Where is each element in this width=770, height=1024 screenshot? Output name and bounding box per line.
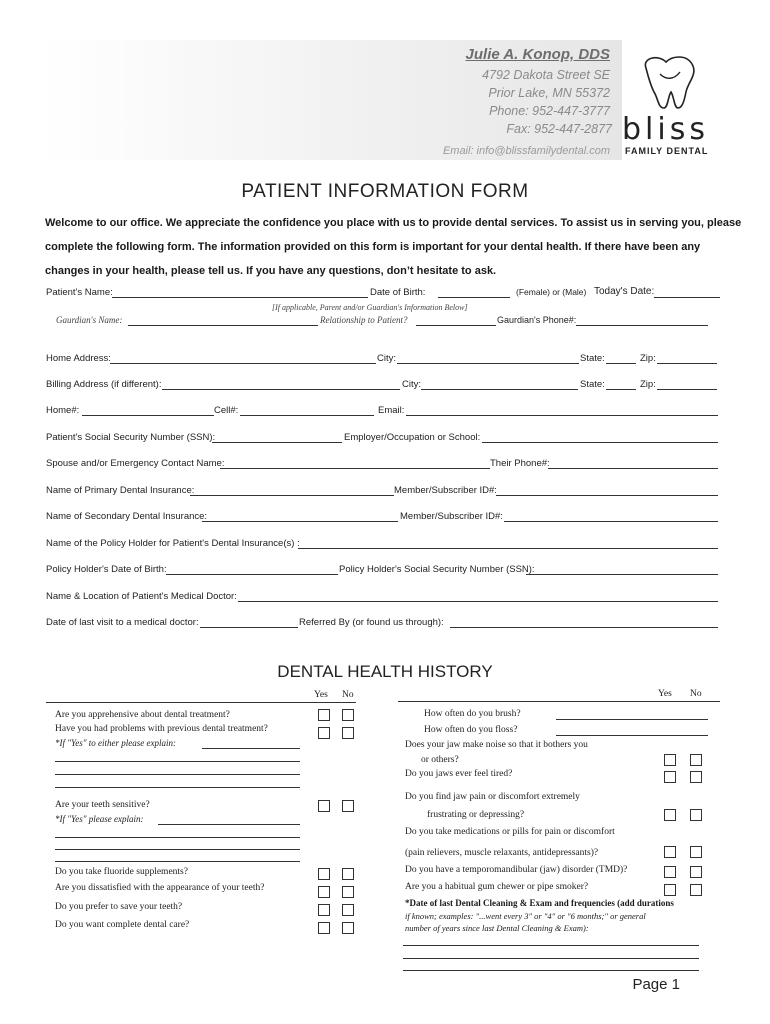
cleaning-note-line-1: *Date of last Dental Cleaning & Exam and frequencies (add durations [405, 898, 674, 908]
relationship-field[interactable] [416, 325, 496, 326]
label-state-2: State: [580, 379, 605, 390]
label-email: Email: [378, 405, 405, 416]
cleaning-answer-line-3[interactable] [403, 970, 699, 971]
email-address: Email: info@blissfamilydental.com [442, 145, 610, 157]
label-policy-holder-dob: Policy Holder's Date of Birth: [46, 564, 167, 575]
label-member-id-1: Member/Subscriber ID#: [394, 485, 497, 496]
checkbox-jaw-pain-no[interactable] [690, 809, 702, 821]
their-phone-field[interactable] [548, 468, 718, 469]
primary-insurance-field[interactable] [190, 495, 394, 496]
street-address: 4792 Dakota Street SE [482, 68, 610, 82]
checkbox-save-teeth-no[interactable] [342, 904, 354, 916]
policy-holder-ssn-field[interactable] [526, 574, 718, 575]
cleaning-note-line-2: if known; examples: "...went every 3" or "4" or "6 months;" or general [405, 911, 646, 921]
intro-paragraph: Welcome to our office. We appreciate the confidence you place with us to provide dental services. To assist us in serving you, please complete the following form. The information provided on this form is important for your dental health. If there have been any changes in your health, please tell us. If you have any questions, don’t hesitate to ask. [45, 217, 742, 277]
question-jaw-pain: Do you find jaw pain or discomfort extremely [405, 792, 580, 802]
label-medical-doctor: Name & Location of Patient's Medical Doctor: [46, 591, 237, 602]
cleaning-answer-line-1[interactable] [403, 945, 699, 946]
question-medications: Do you take medications or pills for pain or discomfort [405, 827, 615, 837]
cleaning-answer-line-2[interactable] [403, 958, 699, 959]
label-home-address: Home Address: [46, 353, 111, 364]
label-billing-address: Billing Address (if different): [46, 379, 162, 390]
cell-field[interactable] [240, 415, 374, 416]
label-guardian-name: Gaurdian's Name: [56, 315, 123, 325]
question-jaw-pain-cont: frustrating or depressing? [427, 810, 525, 820]
checkbox-gum-chewer-no[interactable] [690, 884, 702, 896]
referred-by-field[interactable] [450, 627, 718, 628]
fax-number: Fax: 952-447-2877 [506, 122, 612, 136]
label-zip-2: Zip: [640, 379, 656, 390]
yes-header-right: Yes [658, 689, 672, 699]
question-previous-problems: Have you had problems with previous dental treatment? [55, 724, 268, 734]
checkbox-save-teeth-yes[interactable] [318, 904, 330, 916]
brand-subtitle: FAMILY DENTAL [625, 146, 709, 156]
checkbox-jaw-tired-yes[interactable] [664, 771, 676, 783]
explain-2-line-2[interactable] [55, 837, 300, 838]
label-policy-holder: Name of the Policy Holder for Patient's Dental Insurance(s) : [46, 538, 300, 549]
label-ssn: Patient's Social Security Number (SSN): [46, 432, 216, 443]
checkbox-appearance-yes[interactable] [318, 886, 330, 898]
yes-header-left: Yes [314, 690, 328, 700]
label-cell: Cell#: [214, 405, 239, 416]
today-date-field[interactable] [654, 297, 720, 298]
policy-holder-dob-field[interactable] [166, 574, 338, 575]
medical-doctor-field[interactable] [238, 601, 718, 602]
dob-field[interactable] [438, 297, 510, 298]
state-field[interactable] [606, 363, 636, 364]
question-sensitive-teeth: Are your teeth sensitive? [55, 800, 150, 810]
gender-options[interactable]: (Female) or (Male) [516, 287, 587, 297]
checkbox-medications-yes[interactable] [664, 846, 676, 858]
label-last-visit: Date of last visit to a medical doctor: [46, 617, 199, 628]
state-2-field[interactable] [606, 389, 636, 390]
billing-address-field[interactable] [162, 389, 400, 390]
question-floss: How often do you floss? [424, 725, 518, 735]
label-state: State: [580, 353, 605, 364]
city-state-zip: Prior Lake, MN 55372 [488, 86, 610, 100]
explain-2-line-3[interactable] [55, 849, 300, 850]
label-today-date: Today's Date: [594, 286, 655, 297]
label-secondary-insurance: Name of Secondary Dental Insurance: [46, 511, 208, 522]
label-employer: Employer/Occupation or School: [344, 432, 481, 443]
label-city: City: [377, 353, 396, 364]
floss-field[interactable] [556, 735, 708, 736]
city-field[interactable] [397, 363, 579, 364]
last-visit-field[interactable] [200, 627, 298, 628]
checkbox-fluoride-yes[interactable] [318, 868, 330, 880]
question-jaw-noise: Does your jaw make noise so that it bothers you [405, 740, 588, 750]
checkbox-complete-care-no[interactable] [342, 922, 354, 934]
guardian-note: [If applicable, Parent and/or Guardian's Information Below] [272, 303, 468, 312]
question-jaw-tired: Do you jaws ever feel tired? [405, 769, 513, 779]
email-field[interactable] [406, 415, 718, 416]
phone-number: Phone: 952-447-3777 [489, 104, 610, 118]
checkbox-jaw-tired-no[interactable] [690, 771, 702, 783]
checkbox-apprehensive-no[interactable] [342, 709, 354, 721]
explain-1-line-2[interactable] [55, 761, 300, 762]
label-dob: Date of Birth: [370, 287, 426, 298]
checkbox-gum-chewer-yes[interactable] [664, 884, 676, 896]
label-home-phone: Home#: [46, 405, 80, 416]
question-jaw-noise-cont: or others? [421, 755, 459, 765]
doctor-name: Julie A. Konop, DDS [465, 46, 610, 63]
question-tmd: Do you have a temporomandibular (jaw) disorder (TMD)? [405, 865, 628, 875]
label-zip: Zip: [640, 353, 656, 364]
explain-prompt-2: *If "Yes" please explain: [55, 814, 144, 824]
dental-history-title: DENTAL HEALTH HISTORY [277, 662, 493, 681]
explain-1-line-4[interactable] [55, 787, 300, 788]
cleaning-note-line-3: number of years since last Dental Cleaning & Exam): [405, 923, 589, 933]
brush-field[interactable] [556, 719, 708, 720]
patient-name-field[interactable] [112, 297, 368, 298]
explain-2-line-4[interactable] [55, 861, 300, 862]
checkbox-sensitive-no[interactable] [342, 800, 354, 812]
history-divider-right [398, 701, 720, 702]
question-medications-cont: (pain relievers, muscle relaxants, antidepressants)? [405, 848, 599, 858]
checkbox-jaw-noise-no[interactable] [690, 754, 702, 766]
label-city-2: City: [402, 379, 421, 390]
checkbox-previous-problems-yes[interactable] [318, 727, 330, 739]
form-title: PATIENT INFORMATION FORM [241, 181, 529, 202]
question-gum-chewer: Are you a habitual gum chewer or pipe smoker? [405, 882, 589, 892]
home-phone-field[interactable] [82, 415, 214, 416]
question-complete-care: Do you want complete dental care? [55, 920, 190, 930]
secondary-insurance-field[interactable] [202, 521, 398, 522]
guardian-phone-field[interactable] [576, 325, 708, 326]
question-save-teeth: Do you prefer to save your teeth? [55, 902, 183, 912]
question-fluoride: Do you take fluoride supplements? [55, 867, 188, 877]
brand-logo-text: bliss [622, 112, 709, 147]
checkbox-previous-problems-no[interactable] [342, 727, 354, 739]
label-member-id-2: Member/Subscriber ID#: [400, 511, 503, 522]
zip-field[interactable] [657, 363, 717, 364]
policy-holder-field[interactable] [298, 548, 718, 549]
checkbox-fluoride-no[interactable] [342, 868, 354, 880]
checkbox-jaw-pain-yes[interactable] [664, 809, 676, 821]
city-2-field[interactable] [421, 389, 578, 390]
label-referred-by: Referred By (or found us through): [299, 617, 444, 628]
checkbox-complete-care-yes[interactable] [318, 922, 330, 934]
label-guardian-phone: Gaurdian's Phone#: [497, 315, 577, 325]
label-relationship: Relationship to Patient? [320, 315, 408, 325]
checkbox-jaw-noise-yes[interactable] [664, 754, 676, 766]
guardian-name-field[interactable] [128, 325, 318, 326]
question-apprehensive: Are you apprehensive about dental treatment? [55, 710, 230, 720]
label-spouse-contact: Spouse and/or Emergency Contact Name: [46, 458, 225, 469]
checkbox-apprehensive-yes[interactable] [318, 709, 330, 721]
history-divider-left [46, 702, 356, 703]
member-id-1-field[interactable] [496, 495, 718, 496]
no-header-right: No [690, 689, 702, 699]
explain-1-line-1[interactable] [202, 748, 300, 749]
home-address-field[interactable] [110, 363, 376, 364]
checkbox-medications-no[interactable] [690, 846, 702, 858]
explain-prompt-1: *If "Yes" to either please explain: [55, 738, 176, 748]
page-number: Page 1 [632, 976, 680, 993]
zip-2-field[interactable] [657, 389, 717, 390]
checkbox-sensitive-yes[interactable] [318, 800, 330, 812]
checkbox-tmd-yes[interactable] [664, 866, 676, 878]
label-patient-name: Patient's Name: [46, 287, 113, 298]
member-id-2-field[interactable] [504, 521, 718, 522]
label-primary-insurance: Name of Primary Dental Insurance: [46, 485, 195, 496]
ssn-field[interactable] [212, 442, 342, 443]
label-policy-holder-ssn: Policy Holder's Social Security Number (SSN): [339, 564, 535, 575]
question-appearance: Are you dissatisfied with the appearance of your teeth? [55, 883, 265, 893]
explain-2-line-1[interactable] [158, 824, 300, 825]
label-their-phone: Their Phone#: [490, 458, 550, 469]
spouse-contact-field[interactable] [220, 468, 490, 469]
no-header-left: No [342, 690, 354, 700]
employer-field[interactable] [482, 442, 718, 443]
checkbox-appearance-no[interactable] [342, 886, 354, 898]
checkbox-tmd-no[interactable] [690, 866, 702, 878]
tooth-logo-icon [636, 52, 706, 112]
explain-1-line-3[interactable] [55, 774, 300, 775]
question-brush: How often do you brush? [424, 709, 521, 719]
